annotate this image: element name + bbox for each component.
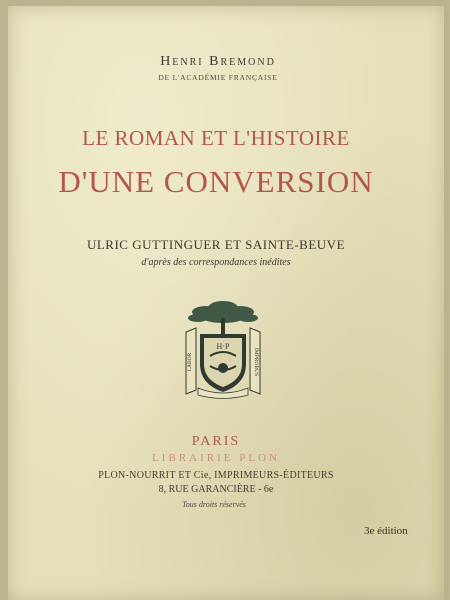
subtitle-note: d'après des correspondances inédites	[141, 257, 291, 268]
publisher-name: LIBRAIRIE PLON	[152, 452, 280, 464]
emblem-right-ribbon: IMPROBUS	[253, 347, 259, 377]
author-affiliation: DE L'ACADÉMIE FRANÇAISE	[158, 73, 278, 82]
publisher-emblem-icon	[182, 298, 264, 400]
book-cover	[8, 6, 444, 600]
rights-notice: Tous droits réservés	[182, 500, 246, 509]
publisher-address: 8, RUE GARANCIÈRE - 6e	[158, 484, 274, 495]
edition-label: 3e édition	[364, 525, 408, 537]
subtitle: ULRIC GUTTINGUER ET SAINTE-BEUVE	[86, 237, 346, 252]
publisher-city: PARIS	[191, 434, 241, 449]
title-line-1: LE ROMAN ET L'HISTOIRE	[82, 126, 350, 150]
emblem-initials: H·P	[216, 342, 230, 351]
author-name: Henri Bremond	[160, 54, 276, 69]
title-line-2: D'UNE CONVERSION	[58, 164, 374, 199]
emblem-left-ribbon: LABOR	[187, 352, 193, 372]
printers-line: PLON-NOURRIT ET Cie, IMPRIMEURS-ÉDITEURS	[98, 470, 334, 481]
